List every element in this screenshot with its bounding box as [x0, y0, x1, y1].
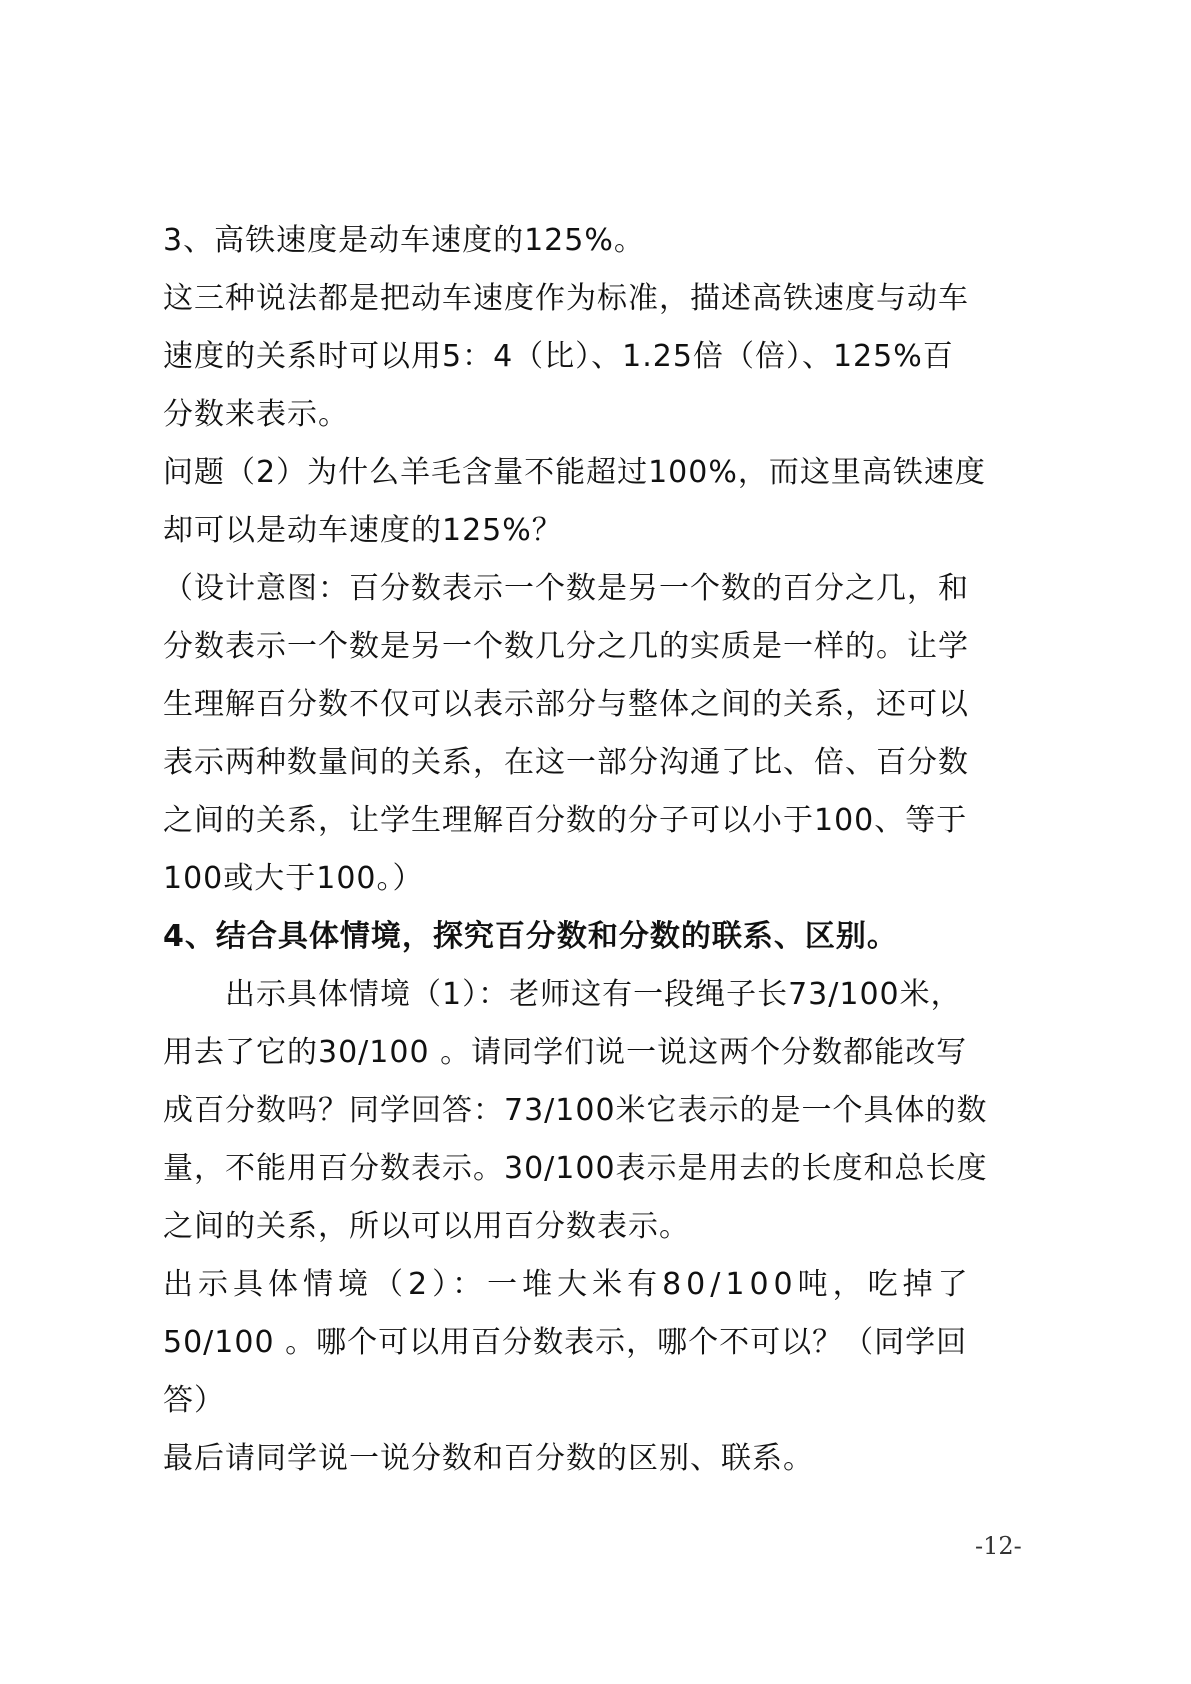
- text-line: 出示具体情境（2）：一堆大米有80/100吨，吃掉了: [163, 1267, 973, 1302]
- text-line: 之间的关系，让学生理解百分数的分子可以小于100、等于: [163, 803, 968, 838]
- document-body: [163, 212, 1063, 1488]
- text-line: 3、高铁速度是动车速度的125%。: [163, 223, 645, 258]
- text-line: 分数表示一个数是另一个数几分之几的实质是一样的。让学: [163, 629, 969, 664]
- text-line: 答）: [163, 1383, 225, 1418]
- text-line: 分数来表示。: [163, 397, 349, 432]
- text-line: 50/100 。哪个可以用百分数表示，哪个不可以？（同学回: [163, 1325, 968, 1360]
- text-line: 却可以是动车速度的125%？: [163, 513, 563, 548]
- text-line: 成百分数吗？同学回答：73/100米它表示的是一个具体的数: [163, 1093, 988, 1128]
- text-line: 速度的关系时可以用5：4（比）、1.25倍（倍）、125%百: [163, 339, 954, 374]
- text-line: 问题（2）为什么羊毛含量不能超过100%，而这里高铁速度: [163, 455, 986, 490]
- text-line: 量，不能用百分数表示。30/100表示是用去的长度和总长度: [163, 1151, 988, 1186]
- page-number: -12-: [975, 1532, 1022, 1560]
- text-line: 表示两种数量间的关系，在这一部分沟通了比、倍、百分数: [163, 745, 969, 780]
- section-heading: 4、结合具体情境，探究百分数和分数的联系、区别。: [163, 919, 898, 954]
- text-line: 出示具体情境（1）：老师这有一段绳子长73/100米，: [225, 977, 962, 1012]
- text-line: 用去了它的30/100 。请同学们说一说这两个分数都能改写: [163, 1035, 968, 1070]
- text-line: 100或大于100。）: [163, 861, 424, 896]
- text-line: （设计意图：百分数表示一个数是另一个数的百分之几，和: [163, 571, 969, 606]
- text-line: 生理解百分数不仅可以表示部分与整体之间的关系，还可以: [163, 687, 969, 722]
- text-line: 这三种说法都是把动车速度作为标准，描述高铁速度与动车: [163, 281, 969, 316]
- text-line: 之间的关系，所以可以用百分数表示。: [163, 1209, 690, 1244]
- text-line: 最后请同学说一说分数和百分数的区别、联系。: [163, 1441, 814, 1476]
